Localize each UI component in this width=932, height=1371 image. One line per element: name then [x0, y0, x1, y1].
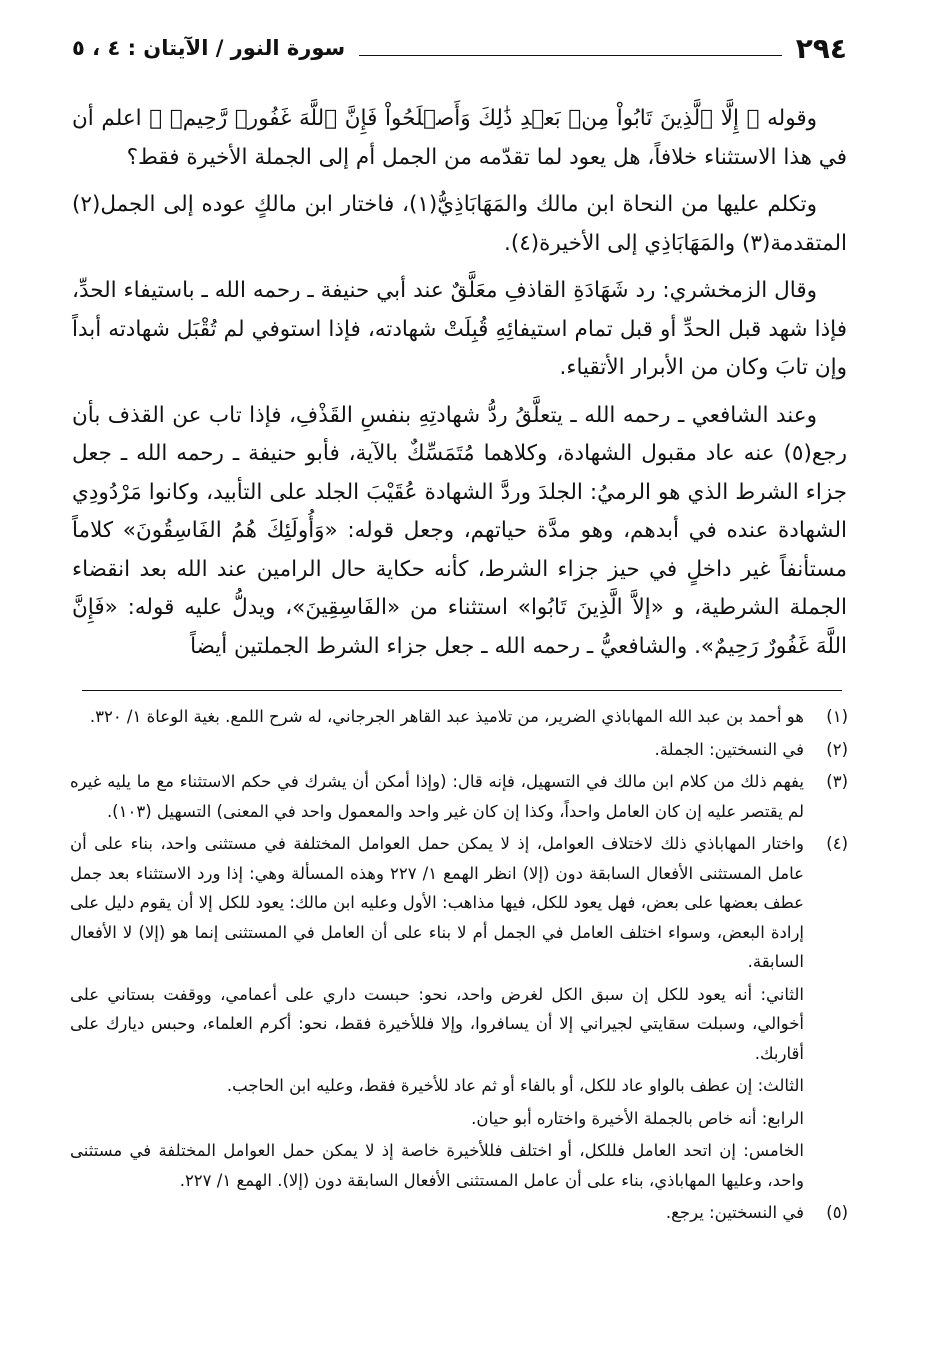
- footnote-text: في النسختين: الجملة.: [654, 739, 804, 759]
- footnote-4-continuation: الثالث: إن عطف بالواو عاد للكل، أو بالفاء أو ثم عاد للأخيرة فقط، وعليه ابن الحاجب.: [226, 1076, 804, 1095]
- body-paragraph: وقال الزمخشري: رد شَهَادَةِ القاذفِ معَلَّقٌ عند أبي حنيفة ـ رحمه الله ـ باستيفاء الحدِّ، فإذا شهد قبل الحدِّ أو قبل تمام استيفائِهِ قُبِلَتْ شهادته، فإذا استوفي لم تُقْبَل شهادته أبداً وإن تابَ وكان من الأبرار الأتقياء.: [72, 278, 847, 380]
- footnote-2: [70, 735, 848, 765]
- footnote-4-continuation: الخامس: إن اتحد العامل فللكل، أو اختلف فللأخيرة خاصة إذ لا يمكن حمل العوامل المختلفة في مستثنى واحد، وعليها المهاباذي، بناء على أن عامل المستثنى الأفعال السابقة دون (إلا). الهمع ١/ ٢٢٧.: [70, 1141, 804, 1190]
- body-paragraph: وقوله ﴿ إِلَّا ٱلَّذِينَ تَابُواْ مِنۢ بَعۡدِ ذَٰلِكَ وَأَصۡلَحُواْ فَإِنَّ ٱللَّهَ غَفُورٞ رَّحِيمٞ ﴾ اعلم أن في هذا الاستثناء خلافاً، هل يعود لما تقدّمه من الجمل أم إلى الجملة الأخيرة فقط؟: [72, 106, 847, 170]
- footnote-number: (٣): [826, 772, 848, 791]
- footnotes: [70, 702, 848, 1231]
- footnote-4: [70, 829, 848, 977]
- footnote-separator: [82, 690, 842, 691]
- footnote-number: (١): [826, 707, 848, 726]
- footnote-text: هو أحمد بن عبد الله المهاباذي الضرير، من تلاميذ عبد القاهر الجرجاني، له شرح اللمع. بغية الوعاة ١/ ٣٢٠.: [89, 707, 804, 726]
- page-number: ٢٩٤: [795, 31, 847, 65]
- footnote-text: في النسختين: يرجع.: [665, 1203, 804, 1222]
- footnote-number: (٢): [826, 739, 848, 759]
- footnote-number: (٥): [826, 1203, 848, 1222]
- body-paragraph: وتكلم عليها من النحاة ابن مالك والمَهَابَاذِيُّ(١)، فاختار ابن مالكٍ عوده إلى الجمل(٢) المتقدمة(٣) والمَهَابَاذِي إلى الأخيرة(٤).: [72, 192, 847, 256]
- header-rule: [359, 55, 782, 56]
- footnote-5: [70, 1198, 848, 1228]
- main-text: [72, 100, 847, 675]
- footnote-4-continuation: الرابع: أنه خاص بالجملة الأخيرة واختاره أبو حيان.: [471, 1108, 804, 1128]
- footnote-3: [70, 767, 848, 826]
- footnote-number: (٤): [826, 834, 848, 853]
- body-paragraph: وعند الشافعي ـ رحمه الله ـ يتعلَّقُ ردُّ شهادتِهِ بنفسِ القَذْفِ، فإذا تاب عن القذف بأن رجع(٥) عنه عاد مقبول الشهادة، وكلاهما مُتَمَسِّكٌ بالآية، فأبو حنيفة ـ رحمه الله ـ جعل جزاء الشرط الذي هو الرميُ: الجلدَ وردَّ الشهادة عُقَيْبَ الجلد على التأبيد، وكانوا مَرْدُودِي الشهادة عنده في أبدهم، وهو مدَّة حياتهم، وجعل قوله: «وَأُولَئِكَ هُمُ الفَاسِقُونَ» كلاماً مستأنفاً غير داخلٍ في حيز جزاء الشرط، كأنه حكاية حال الرامين عند الله بعد انقضاء الجملة الشرطية، و «إلاَّ الَّذِينَ تَابُوا» استثناء من «الفَاسِقِينَ»، ويدلُّ عليه قوله: «فَإِنَّ اللَّهَ غَفُورٌ رَحِيمٌ». والشافعيُّ ـ رحمه الله ـ جعل جزاء الشرط الجملتين أيضاً: [72, 402, 847, 659]
- footnote-text: يفهم ذلك من كلام ابن مالك في التسهيل، فإنه قال: (وإذا أمكن أن يشرك في حكم الاستثناء مع ما يليه غيره لم يقتصر عليه إن كان العامل واحداً، وكذا إن كان غير واحد والمعمول واحد في المعنى) التسهيل (١٠٣).: [70, 772, 804, 821]
- footnote-1: [70, 702, 848, 732]
- footnote-text: واختار المهاباذي ذلك لاختلاف العوامل، إذ لا يمكن حمل العوامل المختلفة في مستثنى واحد، بناء على أن عامل المستثنى الأفعال السابقة دون (إلا) انظر الهمع ١/ ٢٢٧ وهذه المسألة وهي: إذا ورد الاستثناء بعد جمل عطف بعضها على بعض، فهل يعود للكل، فيها مذاهب: الأول وعليه ابن مالك: يعود للكل إلا أن يقوم دليل على إرادة البعض، وسواء اختلف العامل في الجمل أم لا بناء على أن العامل في المستثنى إنما هو (إلا) لا الأفعال السابقة.: [70, 834, 804, 971]
- page-header: [72, 28, 847, 68]
- surah-title: سورة النور / الآيتان : ٤ ، ٥: [72, 36, 346, 60]
- footnote-4-continuation: الثاني: أنه يعود للكل إن سبق الكل لغرض واحد، نحو: حبست داري على أعمامي، ووقفت بستاني على أخوالي، وسبلت سقايتي لجيراني إلا أن يسافروا، وإلا فللأخيرة فقط، نحو: أكرم العلماء، وحبس ديارك على أقاربك.: [70, 984, 804, 1063]
